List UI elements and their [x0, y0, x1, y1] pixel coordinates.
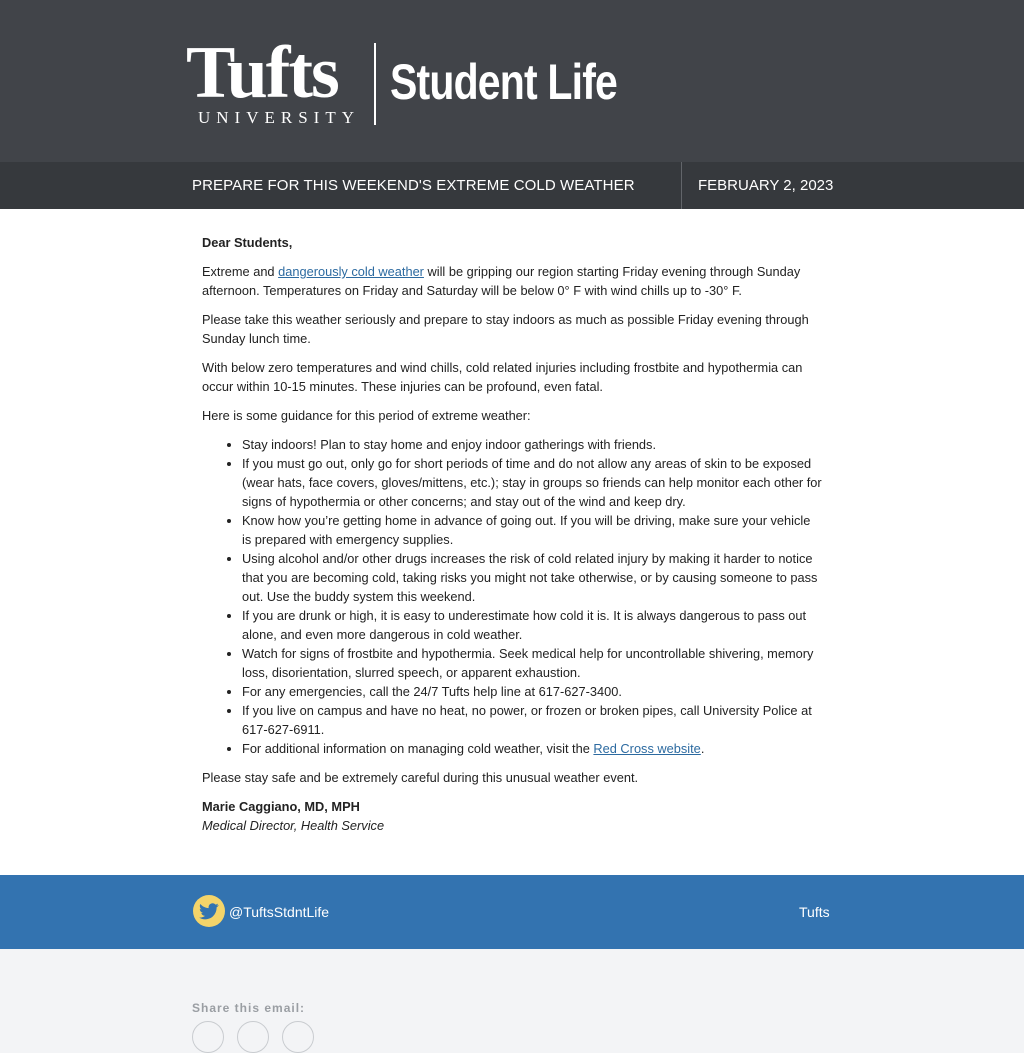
p1-text-after: will be gripping our region starting Friday evening through Sunday afternoon. Temperatures on Friday and Saturday will be below 0° F with wind chills up to -30° F.	[202, 264, 801, 298]
logo-wordmark: Tufts	[186, 32, 338, 114]
email-date: FEBRUARY 2, 2023	[698, 177, 834, 194]
paragraph-guidance-intro: Here is some guidance for this period of extreme weather:	[202, 408, 531, 423]
share-button[interactable]	[282, 1021, 314, 1053]
twitter-handle-link[interactable]: @TuftsStdntLife	[229, 904, 330, 920]
cold-weather-link[interactable]: dangerously cold weather	[278, 264, 424, 279]
email-title: PREPARE FOR THIS WEEKEND'S EXTREME COLD WEATHER	[192, 177, 635, 194]
list-item: • Using alcohol and/or other drugs increases the risk of cold related injury by making it harder to notice that you are becoming cold, taking risks you might not take otherwise, or by causing someone to pass out. Use the buddy system this weekend.	[242, 549, 822, 606]
paragraph-prepare: Please take this weather seriously and prepare to stay indoors as much as possible Friday evening through Sunday lunch time.	[202, 312, 809, 346]
share-section	[0, 949, 1024, 1024]
list-item	[242, 739, 822, 758]
list-item: • If you live on campus and have no heat, no power, or frozen or broken pipes, call University Police at 617-627-6911.	[242, 701, 822, 739]
list-item: • Watch for signs of frostbite and hypothermia. Seek medical help for uncontrollable shivering, memory loss, disorientation, slurred speech, or apparent exhaustion.	[242, 644, 822, 682]
title-bar	[0, 162, 1024, 209]
footer-tufts-link[interactable]: Tufts	[799, 904, 830, 920]
last-bullet-before: For additional information on managing cold weather, visit the	[242, 741, 594, 756]
tufts-logo-block	[186, 32, 360, 128]
email-footer	[0, 875, 1024, 949]
list-item: • Stay indoors! Plan to stay home and enjoy indoor gatherings with friends.	[242, 435, 822, 454]
share-button[interactable]	[237, 1021, 269, 1053]
red-cross-link[interactable]: Red Cross website	[593, 741, 701, 756]
tufts-student-life-logo[interactable]	[186, 32, 667, 128]
share-label: Share this email:	[192, 1001, 306, 1015]
signature-name: Marie Caggiano, MD, MPH	[202, 799, 360, 814]
list-item: • For any emergencies, call the 24/7 Tufts help line at 617-627-3400.	[242, 682, 822, 701]
logo-divider	[374, 43, 376, 125]
signature-title: Medical Director, Health Service	[202, 818, 385, 833]
list-item: • If you are drunk or high, it is easy to underestimate how cold it is. It is always dangerous to pass out alone, and even more dangerous in cold weather.	[242, 606, 822, 644]
p1-text-before: Extreme and	[202, 264, 279, 279]
paragraph-closing: Please stay safe and be extremely careful during this unusual weather event.	[202, 770, 639, 785]
last-bullet-after: .	[700, 741, 705, 756]
section-name: Student Life	[390, 54, 618, 110]
letter-text	[202, 233, 822, 835]
twitter-bird-icon[interactable]	[193, 895, 225, 927]
paragraph-injuries: With below zero temperatures and wind chills, cold related injuries including frostbite and hypothermia can occur within 10-15 minutes. These injuries can be profound, even fatal.	[202, 360, 803, 394]
share-button[interactable]	[192, 1021, 224, 1053]
email-body	[0, 209, 1024, 875]
guidance-list	[202, 435, 822, 758]
email-header	[0, 0, 1024, 162]
logo-subtitle: UNIVERSITY	[198, 108, 360, 127]
title-divider	[681, 162, 682, 209]
greeting: Dear Students,	[202, 235, 293, 250]
list-item: • If you must go out, only go for short periods of time and do not allow any areas of skin to be exposed (wear hats, face covers, gloves/mittens, etc.); stay in groups so friends can help monitor each other for signs of hypothermia or other concerns; and stay out of the wind and keep dry.	[242, 454, 822, 511]
paragraph-intro	[202, 262, 822, 300]
list-item: • Know how you’re getting home in advance of going out. If you will be driving, make sure your vehicle is prepared with emergency supplies.	[242, 511, 822, 549]
